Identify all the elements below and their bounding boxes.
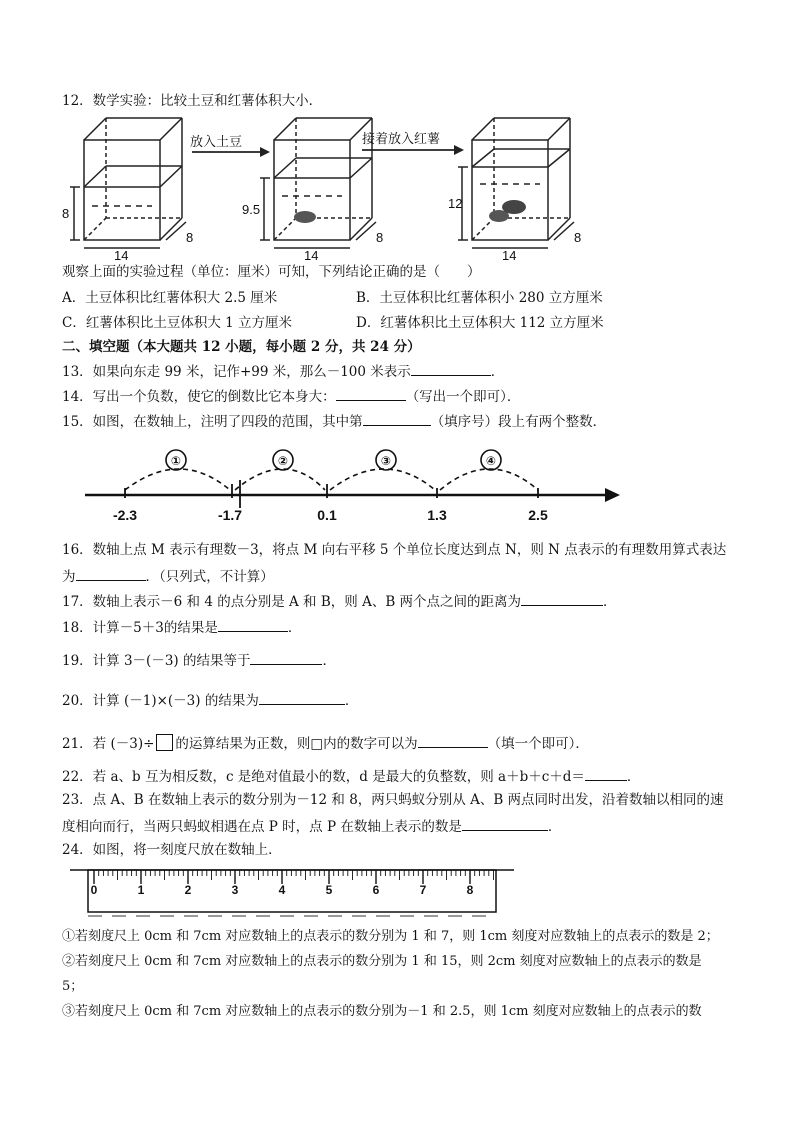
container-3	[472, 118, 570, 240]
ruler-label-2: 2	[184, 883, 192, 897]
q18: 18．计算－5＋3的结果是 ．	[62, 617, 301, 637]
q12-figure	[62, 112, 622, 262]
ruler-label-0: 0	[90, 883, 98, 897]
number-line-figure	[80, 440, 640, 525]
q23-line2: 度相向而行，当两只蚂蚁相遇在点 P 时，点 P 在数轴上表示的数是 ．	[62, 816, 561, 836]
q12-option-c: C．红薯体积比土豆体积大 1 立方厘米	[62, 315, 293, 331]
q21: 21．若 (－3)÷ 的运算结果为正数，则□内的数字可以为 （填一个即可）．	[62, 733, 589, 753]
ruler-label-1: 1	[137, 883, 145, 897]
q20: 20．计算 (－1)×(－3) 的结果为 ．	[62, 690, 358, 710]
box2-depth: 8	[376, 230, 384, 245]
answer-box	[156, 734, 173, 751]
q15: 15．如图，在数轴上，注明了四段的范围，其中第 （填序号）段上有两个整数．	[62, 411, 606, 431]
box2-width: 14	[304, 248, 319, 262]
q14: 14．写出一个负数，使它的倒数比它本身大： （写出一个即可）．	[62, 386, 520, 406]
statement-2: ②若刻度尺上 0cm 和 7cm 对应数轴上的点表示的数分别为 1 和 15，则 2cm 刻度对应数轴上的点表示的数是	[62, 954, 702, 969]
box2-height: 9.5	[242, 202, 261, 217]
box1-height: 8	[62, 206, 70, 221]
ruler-figure	[66, 864, 526, 922]
box3-height: 12	[448, 196, 463, 211]
ruler-label-6: 6	[372, 883, 380, 897]
ruler-label-4: 4	[278, 883, 286, 897]
box3-depth: 8	[574, 230, 582, 245]
q13: 13．如果向东走 99 米，记作+99 米，那么－100 米表示 ．	[62, 361, 504, 381]
tick-label-3: 0.1	[317, 507, 337, 523]
statement-1: ①若刻度尺上 0cm 和 7cm 对应数轴上的点表示的数分别为 1 和 7，则 1cm 刻度对应数轴上的点表示的数是 2；	[62, 929, 719, 944]
q12-option-d: D．红薯体积比土豆体积大 112 立方厘米	[356, 315, 604, 331]
arrow-label-2: 接着放入红薯	[362, 131, 441, 146]
statement-3: ③若刻度尺上 0cm 和 7cm 对应数轴上的点表示的数分别为－1 和 2.5，则 1cm 刻度对应数轴上的点表示的数	[62, 1004, 702, 1019]
q16-line2: 为 ．（只列式，不计算）	[62, 566, 274, 586]
q12-stem: 观察上面的实验过程（单位：厘米）可知，下列结论正确的是（ ）	[62, 264, 481, 280]
ruler-label-3: 3	[231, 883, 239, 897]
segment-4: ④	[485, 454, 497, 468]
q16-line1: 16．数轴上点 M 表示有理数－3，将点 M 向右平移 5 个单位长度达到点 N，则 N 点表示的有理数用算式表达	[62, 542, 727, 558]
container-1	[84, 118, 182, 240]
box1-width: 14	[114, 248, 129, 262]
segment-1: ①	[170, 454, 182, 468]
q23-line1: 23．点 A、B 在数轴上表示的数分别为－12 和 8，两只蚂蚁分别从 A、B 两点同时出发，沿着数轴以相同的速	[62, 792, 724, 808]
q19: 19．计算 3－(－3) 的结果等于 ．	[62, 650, 336, 670]
ruler-label-7: 7	[419, 883, 427, 897]
box3-width: 14	[502, 248, 517, 262]
tick-label-2: -1.7	[217, 507, 243, 523]
tick-label-4: 1.3	[427, 507, 447, 523]
section-heading: 二、填空题（本大题共 12 小题，每小题 2 分，共 24 分）	[62, 339, 421, 355]
statement-2-cont: 5；	[62, 979, 84, 994]
tick-label-1: -2.3	[112, 507, 138, 523]
box1-depth: 8	[186, 230, 194, 245]
q22: 22．若 a、b 互为相反数，c 是绝对值最小的数，d 是最大的负整数，则 a＋b＋c＋d＝ ．	[62, 766, 640, 786]
q24-title: 24．如图，将一刻度尺放在数轴上．	[62, 842, 282, 858]
q12-title: 12．数学实验：比较土豆和红薯体积大小．	[62, 93, 323, 109]
q17: 17．数轴上表示－6 和 4 的点分别是 A 和 B，则 A、B 两个点之间的距离为 ．	[62, 591, 617, 611]
container-2	[274, 118, 372, 240]
arrow-label-1: 放入土豆	[190, 134, 243, 149]
segment-2: ②	[277, 454, 289, 468]
segment-3: ③	[380, 454, 392, 468]
ruler-label-5: 5	[325, 883, 333, 897]
ruler-label-8: 8	[466, 883, 474, 897]
q12-option-a: A．土豆体积比红薯体积大 2.5 厘米	[62, 290, 278, 306]
q12-option-b: B．土豆体积比红薯体积小 280 立方厘米	[356, 290, 603, 306]
tick-label-5: 2.5	[528, 507, 548, 523]
